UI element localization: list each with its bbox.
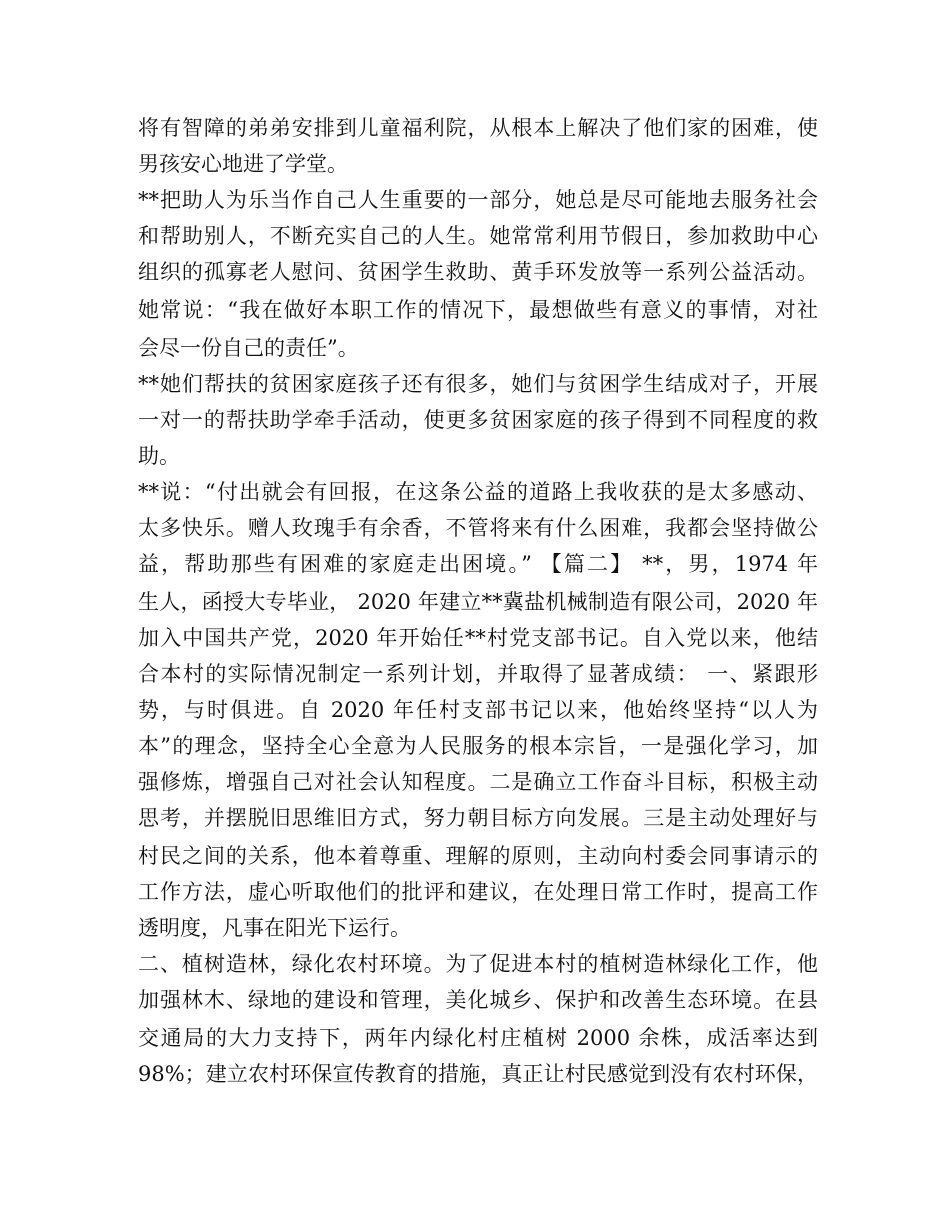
text-line: 工作方法，虚心听取他们的批评和建议，在处理日常工作时，提高工作 <box>138 880 818 904</box>
text-line: 助。 <box>138 444 180 468</box>
text-line: 和帮助别人，不断充实自己的人生。她常常利用节假日，参加救助中心 <box>138 224 818 248</box>
text-line: 合本村的实际情况制定一系列计划，并取得了显著成绩： 一、紧跟形 <box>138 662 818 686</box>
text-line: 生人，函授大专毕业， 2020 年建立**冀盐机械制造有限公司，2020 年 <box>138 590 818 614</box>
text-line: 太多快乐。赠人玫瑰手有余香，不管将来有什么困难，我都会坚持做公 <box>138 516 818 540</box>
text-line: 势，与时俱进。自 2020 年任村支部书记以来，他始终坚持“以人为 <box>138 698 818 722</box>
text-line: 男孩安心地进了学堂。 <box>138 152 348 176</box>
text-line: 将有智障的弟弟安排到儿童福利院，从根本上解决了他们家的困难，使 <box>138 116 818 140</box>
text-line: 透明度，凡事在阳光下运行。 <box>138 916 411 940</box>
text-line: **把助人为乐当作自己人生重要的一部分，她总是尽可能地去服务社会 <box>138 188 818 212</box>
text-line: 二、植树造林，绿化农村环境。为了促进本村的植树造林绿化工作，他 <box>138 952 818 976</box>
text-line: **说：“付出就会有回报，在这条公益的道路上我收获的是太多感动、 <box>138 480 818 504</box>
text-line: 会尽一份自己的责任”。 <box>138 336 359 360</box>
text-line: 本”的理念，坚持全心全意为人民服务的根本宗旨，一是强化学习，加 <box>138 734 818 758</box>
text-line: 98%；建立农村环保宣传教育的措施，真正让村民感觉到没有农村环保， <box>138 1062 818 1086</box>
text-line: 思考，并摆脱旧思维旧方式，努力朝目标方向发展。三是主动处理好与 <box>138 806 818 830</box>
text-line: 她常说：“我在做好本职工作的情况下，最想做些有意义的事情，对社 <box>138 298 818 322</box>
text-line: 加入中国共产党，2020 年开始任**村党支部书记。自入党以来，他结 <box>138 626 818 650</box>
text-line: 一对一的帮扶助学牵手活动，使更多贫困家庭的孩子得到不同程度的救 <box>138 408 818 432</box>
text-line: 交通局的大力支持下，两年内绿化村庄植树 2000 余株，成活率达到 <box>138 1026 818 1050</box>
text-line: 强修炼，增强自己对社会认知程度。二是确立工作奋斗目标，积极主动 <box>138 770 818 794</box>
text-line: **她们帮扶的贫困家庭孩子还有很多，她们与贫困学生结成对子，开展 <box>138 372 818 396</box>
text-line: 加强林木、绿地的建设和管理，美化城乡、保护和改善生态环境。在县 <box>138 988 818 1012</box>
text-line: 组织的孤寡老人慰问、贫困学生救助、黄手环发放等一系列公益活动。 <box>138 260 818 284</box>
text-line: 益，帮助那些有困难的家庭走出困境。” 【篇二】 **，男，1974 年 <box>138 552 818 576</box>
text-line: 村民之间的关系，他本着尊重、理解的原则，主动向村委会同事请示的 <box>138 844 818 868</box>
